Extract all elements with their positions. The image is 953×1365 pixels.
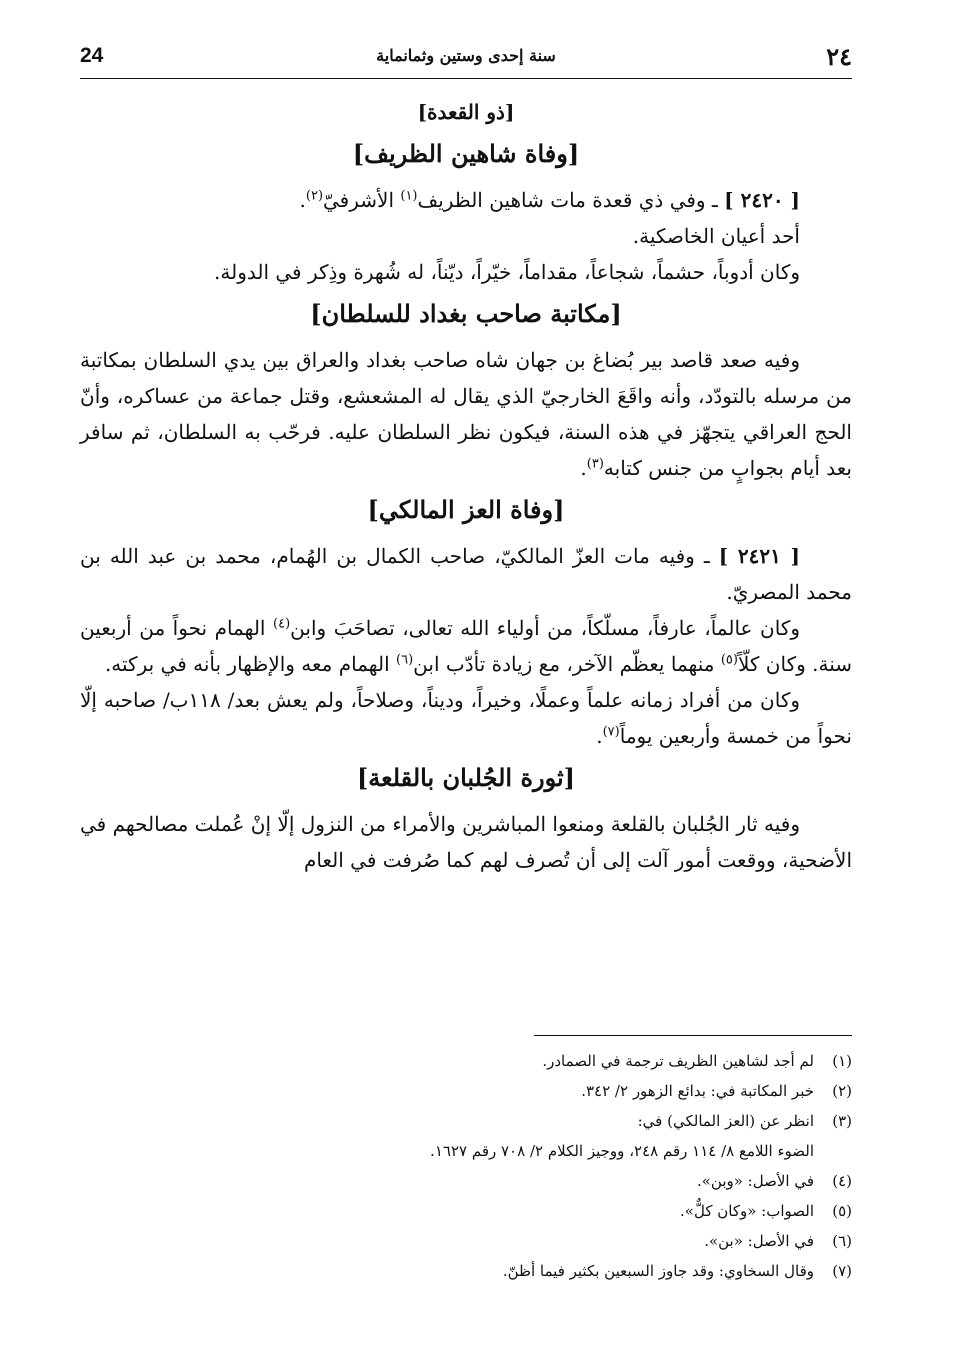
- footnote: [80, 1196, 852, 1226]
- footnote-ref: (٢): [305, 188, 324, 204]
- footnote-text: انظر عن (العز المالكي) في:: [637, 1112, 814, 1130]
- footnote-ref: (٦): [396, 652, 414, 668]
- footnote-ref: (١): [400, 188, 418, 204]
- paragraph-text: .: [580, 456, 587, 480]
- section-heading-shahin: [وفاة شاهين الظريف]: [352, 139, 580, 168]
- paragraph: أحد أعيان الخاصكية.: [632, 224, 800, 248]
- paragraph-text: وفيه صعد قاصد بير بُضاغ بن جهان شاه صاحب بغداد والعراق بين يدي السلطان بمكاتبة من مرسله بالتودّد، وأنه واقَعَ الخارجيّ الذي يقال له المشعشع، وقتل جماعة من عساكره، وأنّ الحج العراقي يتجهّز في هذه السنة، فيكون نظر السلطان عليه. فرحّب به السلطان، ثم سافر بعد أيام بجوابٍ من جنس كتابه: [80, 348, 853, 480]
- section-heading-baghdad: [مكاتبة صاحب بغداد للسلطان]: [310, 299, 622, 328]
- paragraph: وفيه ثار الجُلبان بالقلعة ومنعوا المباشرين والأمراء من النزول إلّا إنْ عُملت مصالحهم في الأضحية، ووقعت أمور آلت إلى أن تُصرف لهم كما صُرفت في العام: [80, 812, 852, 872]
- footnote-mark: (٥): [832, 1202, 852, 1220]
- paragraph-text: وكان عالماً، عارفاً، مسلّكاً، من أولياء الله تعالى، تصاحَبَ وابن: [290, 616, 800, 640]
- footnote-text: وقال السخاوي: وقد جاوز السبعين بكثير فيما أظنّ.: [502, 1262, 814, 1280]
- footnote: [80, 1226, 852, 1256]
- footnote-mark: (٧): [832, 1262, 852, 1280]
- footnote-text: في الأصل: «وبن».: [696, 1172, 814, 1190]
- footnote-text: خبر المكاتبة في: بدائع الزهور ٢/ ٣٤٢.: [581, 1082, 814, 1100]
- entry-2420: [80, 182, 852, 218]
- footnote-ref: (٣): [586, 456, 604, 472]
- entry-text: ـ وفي ذي قعدة مات شاهين الظريف: [417, 188, 725, 212]
- footnote: [80, 1076, 852, 1106]
- paragraph-text: وكان من أفراد زمانه علماً وعملًا، وخيراً، وديناً، وصلاحاً، ولم يعش بعد/ ١١٨ب/ صاحبه إلّا نحواً من خمسة وأربعين يوماً: [80, 688, 852, 748]
- footnote: [80, 1256, 852, 1286]
- section-heading-julban: [ثورة الجُلبان بالقلعة]: [356, 763, 576, 792]
- entry-number: [ ٢٤٢٠ ]: [724, 188, 800, 212]
- running-header: [80, 40, 852, 74]
- footnote-ref: (٥): [720, 652, 738, 668]
- footnote-mark: (٢): [832, 1082, 852, 1100]
- paragraph-text: منهما يعظّم الآخر، مع زيادة تأدّب ابن: [413, 652, 721, 676]
- paragraph-text: الهمام معه والإظهار بأنه في بركته.: [104, 652, 397, 676]
- paragraph: [80, 610, 852, 682]
- main-text: [80, 94, 852, 878]
- running-title: سنة إحدى وستين وثمانماية: [376, 46, 556, 65]
- footnote-mark: (٦): [832, 1232, 852, 1250]
- footnote-text: لم أجد لشاهين الظريف ترجمة في الصمادر.: [542, 1052, 814, 1070]
- footnote-text: في الأصل: «بن».: [704, 1232, 814, 1250]
- footnote: [80, 1166, 852, 1196]
- entry-text: .: [299, 188, 306, 212]
- footnote: [80, 1106, 852, 1136]
- header-rule: [80, 78, 852, 79]
- page-number-latin: 24: [80, 44, 104, 67]
- footnote-mark: (٤): [832, 1172, 852, 1190]
- footnote-text: الصواب: «وكان كلٌّ».: [680, 1202, 814, 1220]
- paragraph: [80, 342, 852, 486]
- month-heading: [ذو القعدة]: [417, 100, 515, 124]
- footnote-ref: (٧): [602, 724, 620, 740]
- entry-text: الأشرفيّ: [323, 188, 401, 212]
- footnote-mark: (٣): [832, 1112, 852, 1130]
- entry-number: [ ٢٤٢١ ]: [718, 544, 800, 568]
- footnote-text: الضوء اللامع ٨/ ١١٤ رقم ٢٤٨، ووجيز الكلام ٢/ ٧٠٨ رقم ١٦٢٧.: [430, 1142, 814, 1160]
- entry-2421: [80, 538, 852, 610]
- paragraph: [80, 682, 852, 754]
- entry-text: ـ وفيه مات العزّ المالكيّ، صاحب الكمال بن الهُمام، محمد بن عبد الله بن محمد المصريّ.: [80, 544, 852, 604]
- footnote: [80, 1046, 852, 1076]
- paragraph-text: .: [596, 724, 603, 748]
- paragraph-text: الهمام نحواً من أربعين سنة. وكان كلّاً: [80, 616, 852, 676]
- paragraph: وكان أدوباً، حشماً، شجاعاً، مقداماً، خيّراً، ديّناً، له شُهرة وذِكر في الدولة.: [214, 260, 800, 284]
- footnote-ref: (٤): [273, 616, 291, 632]
- footnote-continuation: [80, 1136, 852, 1166]
- footnote-rule: [534, 1035, 852, 1036]
- footnote-mark: (١): [832, 1052, 852, 1070]
- section-heading-izz: [وفاة العز المالكي]: [367, 495, 565, 524]
- footnotes: [80, 1046, 852, 1286]
- page-number-arabic: ٢٤: [826, 42, 852, 71]
